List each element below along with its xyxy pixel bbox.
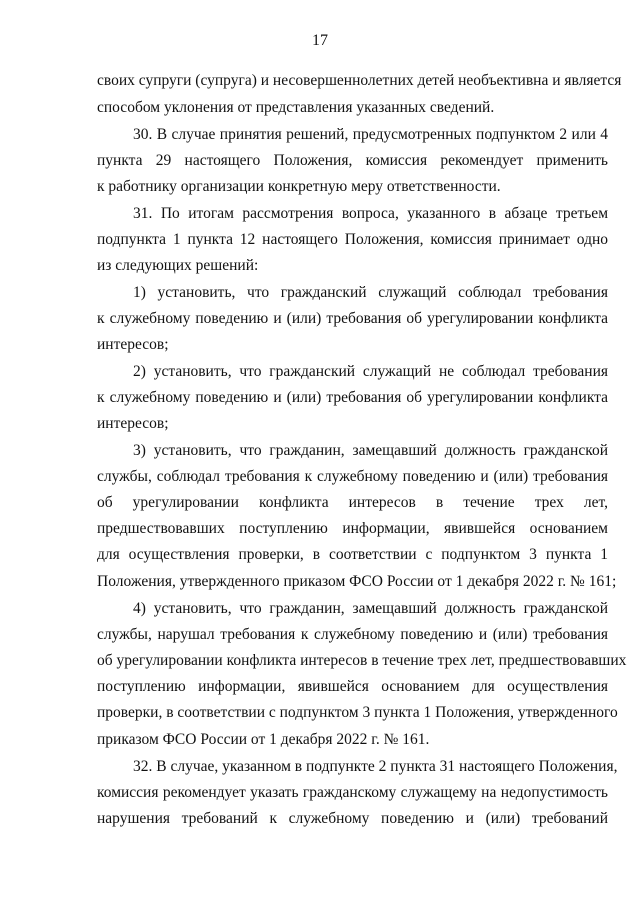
text-line: службы, нарушал требования к служебному поведению и (или) требования bbox=[97, 626, 608, 643]
text-line: предшествовавших поступлению информации, явившейся основанием bbox=[97, 520, 608, 537]
text-line: приказом ФСО России от 1 декабря 2022 г. № 161. bbox=[97, 731, 430, 748]
text-line: 30. В случае принятия решений, предусмотренных подпунктом 2 или 4 bbox=[133, 126, 608, 143]
text-line: 2) установить, что гражданский служащий не соблюдал требования bbox=[133, 363, 608, 380]
text-line: интересов; bbox=[97, 336, 169, 353]
text-line: 1) установить, что гражданский служащий соблюдал требования bbox=[133, 284, 608, 301]
text-line: своих супруги (супруга) и несовершеннолетних детей необъективна и является bbox=[97, 72, 622, 89]
text-line: поступлению информации, явившейся основанием для осуществления bbox=[97, 678, 608, 695]
text-line: к служебному поведению и (или) требования об урегулировании конфликта bbox=[97, 389, 608, 406]
text-line: об урегулировании конфликта интересов в течение трех лет, bbox=[97, 494, 608, 511]
text-line: для осуществления проверки, в соответствии с подпунктом 3 пункта 1 bbox=[97, 546, 608, 563]
text-line: способом уклонения от представления указанных сведений. bbox=[97, 99, 495, 116]
text-line: 31. По итогам рассмотрения вопроса, указанного в абзаце третьем bbox=[133, 205, 608, 222]
text-line: пункта 29 настоящего Положения, комиссия рекомендует применить bbox=[97, 152, 608, 169]
text-line: 32. В случае, указанном в подпункте 2 пункта 31 настоящего Положения, bbox=[133, 758, 618, 775]
text-line: об урегулировании конфликта интересов в течение трех лет, предшествовавших bbox=[97, 652, 627, 669]
text-line: проверки, в соответствии с подпунктом 3 пункта 1 Положения, утвержденного bbox=[97, 704, 618, 721]
text-line: службы, соблюдал требования к служебному поведению и (или) требования bbox=[97, 468, 608, 485]
page-number: 17 bbox=[312, 32, 328, 49]
text-line: 3) установить, что гражданин, замещавший должность гражданской bbox=[133, 442, 608, 459]
text-line: к работнику организации конкретную меру ответственности. bbox=[97, 178, 501, 195]
text-line: комиссия рекомендует указать гражданскому служащему на недопустимость bbox=[97, 784, 608, 801]
text-line: Положения, утвержденного приказом ФСО России от 1 декабря 2022 г. № 161; bbox=[97, 573, 617, 590]
text-line: 4) установить, что гражданин, замещавший должность гражданской bbox=[133, 600, 608, 617]
text-line: подпункта 1 пункта 12 настоящего Положения, комиссия принимает одно bbox=[97, 231, 608, 248]
text-line: к служебному поведению и (или) требования об урегулировании конфликта bbox=[97, 310, 608, 327]
text-line: интересов; bbox=[97, 415, 169, 432]
text-line: из следующих решений: bbox=[97, 257, 259, 274]
text-line: нарушения требований к служебному поведению и (или) требований bbox=[97, 810, 608, 827]
